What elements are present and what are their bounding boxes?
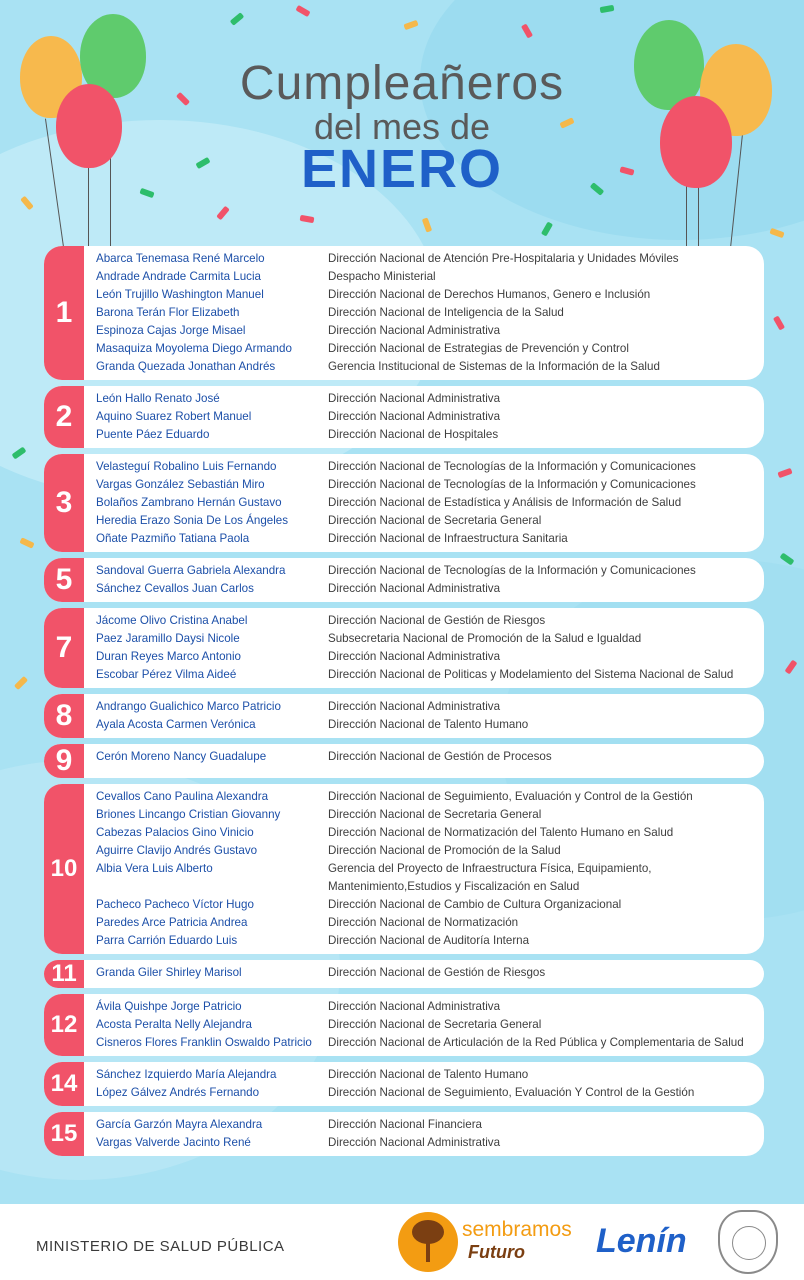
people-list — [84, 994, 764, 1056]
list-item — [96, 788, 756, 806]
person-name: Paredes Arce Patricia Andrea — [96, 916, 248, 929]
person-name: Puente Páez Eduardo — [96, 428, 210, 441]
list-item — [96, 842, 756, 860]
person-name: Aguirre Clavijo Andrés Gustavo — [96, 844, 258, 857]
list-item — [96, 1084, 756, 1102]
person-department: Dirección Nacional Administrativa — [328, 700, 501, 713]
list-item — [96, 476, 756, 494]
person-department: Dirección Nacional Administrativa — [328, 324, 501, 337]
person-department: Dirección Nacional de Gestión de Riesgos — [328, 614, 546, 627]
tree-canopy — [412, 1220, 444, 1244]
confetti — [403, 20, 418, 30]
person-name: Vargas Valverde Jacinto René — [96, 1136, 251, 1149]
list-item — [96, 964, 756, 982]
people-list — [84, 246, 764, 380]
birthday-day-group — [44, 994, 764, 1056]
person-department: Dirección Nacional Financiera — [328, 1118, 483, 1131]
list-item — [96, 860, 756, 878]
person-name: Espinoza Cajas Jorge Misael — [96, 324, 246, 337]
person-department: Dirección Nacional de Cambio de Cultura Organizacional — [328, 898, 622, 911]
list-item — [96, 1034, 756, 1052]
person-name: León Hallo Renato José — [96, 392, 220, 405]
person-name: Andrade Andrade Carmita Lucia — [96, 270, 261, 283]
person-name: León Trujillo Washington Manuel — [96, 288, 264, 301]
person-name: Albia Vera Luis Alberto — [96, 862, 213, 875]
person-department: Dirección Nacional de Secretaria General — [328, 1018, 542, 1031]
person-department: Gerencia del Proyecto de Infraestructura Física, Equipamiento, — [328, 862, 652, 875]
person-name: Granda Quezada Jonathan Andrés — [96, 360, 276, 373]
person-name: Granda Giler Shirley Marisol — [96, 966, 242, 979]
person-department: Dirección Nacional de Politicas y Modelamiento del Sistema Nacional de Salud — [328, 668, 734, 681]
person-department: Dirección Nacional de Tecnologías de la Información y Comunicaciones — [328, 478, 696, 491]
logo-text-lenin: Lenín — [596, 1222, 687, 1260]
confetti — [773, 315, 785, 330]
list-item — [96, 1016, 756, 1034]
list-item — [96, 896, 756, 914]
birthday-day-group — [44, 454, 764, 552]
list-item — [96, 512, 756, 530]
person-name: Pacheco Pacheco Víctor Hugo — [96, 898, 254, 911]
list-item — [96, 530, 756, 548]
people-list — [84, 694, 764, 738]
person-department: Dirección Nacional de Estadística y Análisis de Información de Salud — [328, 496, 682, 509]
tree-logo-icon — [398, 1212, 458, 1272]
person-name: Ávila Quishpe Jorge Patricio — [96, 1000, 242, 1013]
person-name: Vargas González Sebastián Miro — [96, 478, 265, 491]
birthday-day-group — [44, 1062, 764, 1106]
confetti — [422, 217, 432, 232]
list-item — [96, 878, 756, 896]
person-department: Dirección Nacional de Tecnologías de la Información y Comunicaciones — [328, 564, 696, 577]
logo-text-sembramos: sembramos — [462, 1218, 572, 1241]
person-name: Andrango Gualichico Marco Patricio — [96, 700, 281, 713]
list-item — [96, 340, 756, 358]
birthday-day-group — [44, 608, 764, 688]
person-name: Cabezas Palacios Gino Vinicio — [96, 826, 254, 839]
people-list — [84, 1062, 764, 1106]
person-name: Paez Jaramillo Daysi Nicole — [96, 632, 240, 645]
list-item — [96, 998, 756, 1016]
day-badge: 11 — [44, 960, 84, 988]
birthday-day-group — [44, 246, 764, 380]
people-list — [84, 608, 764, 688]
person-department: Dirección Nacional de Gestión de Procesos — [328, 750, 552, 763]
person-name: Jácome Olivo Cristina Anabel — [96, 614, 248, 627]
person-department: Dirección Nacional de Estrategias de Prevención y Control — [328, 342, 629, 355]
list-item — [96, 458, 756, 476]
people-list — [84, 386, 764, 448]
list-item — [96, 1116, 756, 1134]
day-badge: 5 — [44, 558, 84, 602]
person-department: Dirección Nacional de Auditoría Interna — [328, 934, 530, 947]
day-badge: 2 — [44, 386, 84, 448]
list-item — [96, 562, 756, 580]
person-name: Ayala Acosta Carmen Verónica — [96, 718, 256, 731]
list-item — [96, 824, 756, 842]
confetti — [777, 468, 792, 478]
person-name: Abarca Tenemasa René Marcelo — [96, 252, 265, 265]
list-item — [96, 932, 756, 950]
person-name: Sánchez Izquierdo María Alejandra — [96, 1068, 277, 1081]
person-name: Parra Carrión Eduardo Luis — [96, 934, 238, 947]
people-list — [84, 744, 764, 778]
people-list — [84, 558, 764, 602]
list-item — [96, 716, 756, 734]
person-department: Dirección Nacional de Secretaria General — [328, 808, 542, 821]
person-name: Briones Lincango Cristian Giovanny — [96, 808, 281, 821]
birthday-day-group — [44, 960, 764, 988]
ministry-name: MINISTERIO DE SALUD PÚBLICA — [36, 1238, 285, 1255]
person-department: Mantenimiento,Estudios y Fiscalización en Salud — [328, 880, 580, 893]
person-department: Dirección Nacional de Inteligencia de la Salud — [328, 306, 564, 319]
list-item — [96, 612, 756, 630]
person-department: Dirección Nacional de Promoción de la Salud — [328, 844, 561, 857]
person-department: Dirección Nacional de Hospitales — [328, 428, 499, 441]
person-department: Dirección Nacional Administrativa — [328, 1000, 501, 1013]
person-department: Dirección Nacional de Derechos Humanos, Genero e Inclusión — [328, 288, 651, 301]
day-badge: 3 — [44, 454, 84, 552]
person-department: Dirección Nacional de Talento Humano — [328, 718, 529, 731]
list-item — [96, 666, 756, 684]
person-name: Duran Reyes Marco Antonio — [96, 650, 241, 663]
person-department: Dirección Nacional Administrativa — [328, 1136, 501, 1149]
person-department: Dirección Nacional Administrativa — [328, 650, 501, 663]
footer — [0, 1204, 804, 1280]
title-line-2: del mes de — [313, 106, 491, 147]
people-list — [84, 784, 764, 954]
birthday-day-group — [44, 386, 764, 448]
people-list — [84, 454, 764, 552]
list-item — [96, 648, 756, 666]
person-name: Heredia Erazo Sonia De Los Ángeles — [96, 514, 289, 527]
person-department: Dirección Nacional de Infraestructura Sanitaria — [328, 532, 568, 545]
person-name: Bolaños Zambrano Hernán Gustavo — [96, 496, 282, 509]
coat-of-arms-shield — [732, 1226, 766, 1260]
person-name: Aquino Suarez Robert Manuel — [96, 410, 252, 423]
birthday-day-group — [44, 744, 764, 778]
list-item — [96, 408, 756, 426]
list-item — [96, 630, 756, 648]
title-month: ENERO — [300, 139, 504, 199]
confetti — [295, 5, 310, 17]
birthday-day-group — [44, 1112, 764, 1156]
title-line-1: Cumpleañeros — [239, 57, 565, 110]
day-badge: 9 — [44, 744, 84, 778]
list-item — [96, 286, 756, 304]
person-department: Dirección Nacional de Gestión de Riesgos — [328, 966, 546, 979]
person-department: Gerencia Institucional de Sistemas de la Información de la Salud — [328, 360, 660, 373]
list-item — [96, 580, 756, 598]
person-department: Dirección Nacional Administrativa — [328, 392, 501, 405]
day-badge: 10 — [44, 784, 84, 954]
list-item — [96, 1066, 756, 1084]
confetti — [19, 537, 34, 548]
person-name: Oñate Pazmiño Tatiana Paola — [96, 532, 250, 545]
people-list — [84, 1112, 764, 1156]
person-name: Cevallos Cano Paulina Alexandra — [96, 790, 269, 803]
list-item — [96, 250, 756, 268]
confetti — [230, 12, 245, 26]
day-badge: 7 — [44, 608, 84, 688]
logo-text-futuro: Futuro — [468, 1242, 525, 1262]
person-name: García Garzón Mayra Alexandra — [96, 1118, 263, 1131]
person-department: Dirección Nacional de Seguimiento, Evaluación Y Control de la Gestión — [328, 1086, 695, 1099]
person-name: Cerón Moreno Nancy Guadalupe — [96, 750, 267, 763]
day-badge: 15 — [44, 1112, 84, 1156]
list-item — [96, 914, 756, 932]
person-department: Subsecretaria Nacional de Promoción de la Salud e Igualdad — [328, 632, 642, 645]
confetti — [780, 553, 795, 566]
person-department: Despacho Ministerial — [328, 270, 436, 283]
person-name: Sandoval Guerra Gabriela Alexandra — [96, 564, 286, 577]
person-name: Sánchez Cevallos Juan Carlos — [96, 582, 254, 595]
person-name: Cisneros Flores Franklin Oswaldo Patricio — [96, 1036, 312, 1049]
list-item — [96, 358, 756, 376]
list-item — [96, 322, 756, 340]
person-department: Dirección Nacional Administrativa — [328, 410, 501, 423]
day-badge: 8 — [44, 694, 84, 738]
person-department: Dirección Nacional de Normatización del Talento Humano en Salud — [328, 826, 674, 839]
list-item — [96, 748, 756, 766]
list-item — [96, 304, 756, 322]
list-item — [96, 806, 756, 824]
birthday-day-group — [44, 694, 764, 738]
list-item — [96, 698, 756, 716]
birthday-day-group — [44, 784, 764, 954]
person-name: López Gálvez Andrés Fernando — [96, 1086, 260, 1099]
person-name: Escobar Pérez Vilma Aideé — [96, 668, 237, 681]
day-badge: 1 — [44, 246, 84, 380]
birthday-day-group — [44, 558, 764, 602]
list-item — [96, 390, 756, 408]
day-badge: 12 — [44, 994, 84, 1056]
person-department: Dirección Nacional de Secretaria General — [328, 514, 542, 527]
list-item — [96, 494, 756, 512]
person-department: Dirección Nacional de Atención Pre-Hospitalaria y Unidades Móviles — [328, 252, 679, 265]
coat-of-arms-icon — [718, 1210, 778, 1274]
list-item — [96, 426, 756, 444]
confetti — [541, 221, 553, 236]
person-department: Dirección Nacional de Talento Humano — [328, 1068, 529, 1081]
person-name — [96, 878, 328, 896]
person-name: Barona Terán Flor Elizabeth — [96, 306, 240, 319]
person-department: Dirección Nacional de Normatización — [328, 916, 519, 929]
list-item — [96, 268, 756, 286]
birthday-list — [44, 246, 764, 1162]
person-department: Dirección Nacional de Seguimiento, Evaluación y Control de la Gestión — [328, 790, 693, 803]
person-department: Dirección Nacional de Tecnologías de la Información y Comunicaciones — [328, 460, 696, 473]
people-list — [84, 960, 764, 988]
tree-trunk — [426, 1242, 430, 1262]
person-name: Velasteguí Robalino Luis Fernando — [96, 460, 277, 473]
confetti — [769, 228, 784, 238]
person-department: Dirección Nacional de Articulación de la Red Pública y Complementaria de Salud — [328, 1036, 744, 1049]
person-name: Acosta Peralta Nelly Alejandra — [96, 1018, 252, 1031]
person-department: Dirección Nacional Administrativa — [328, 582, 501, 595]
confetti — [14, 676, 28, 690]
day-badge: 14 — [44, 1062, 84, 1106]
list-item — [96, 1134, 756, 1152]
person-name: Masaquiza Moyolema Diego Armando — [96, 342, 292, 355]
